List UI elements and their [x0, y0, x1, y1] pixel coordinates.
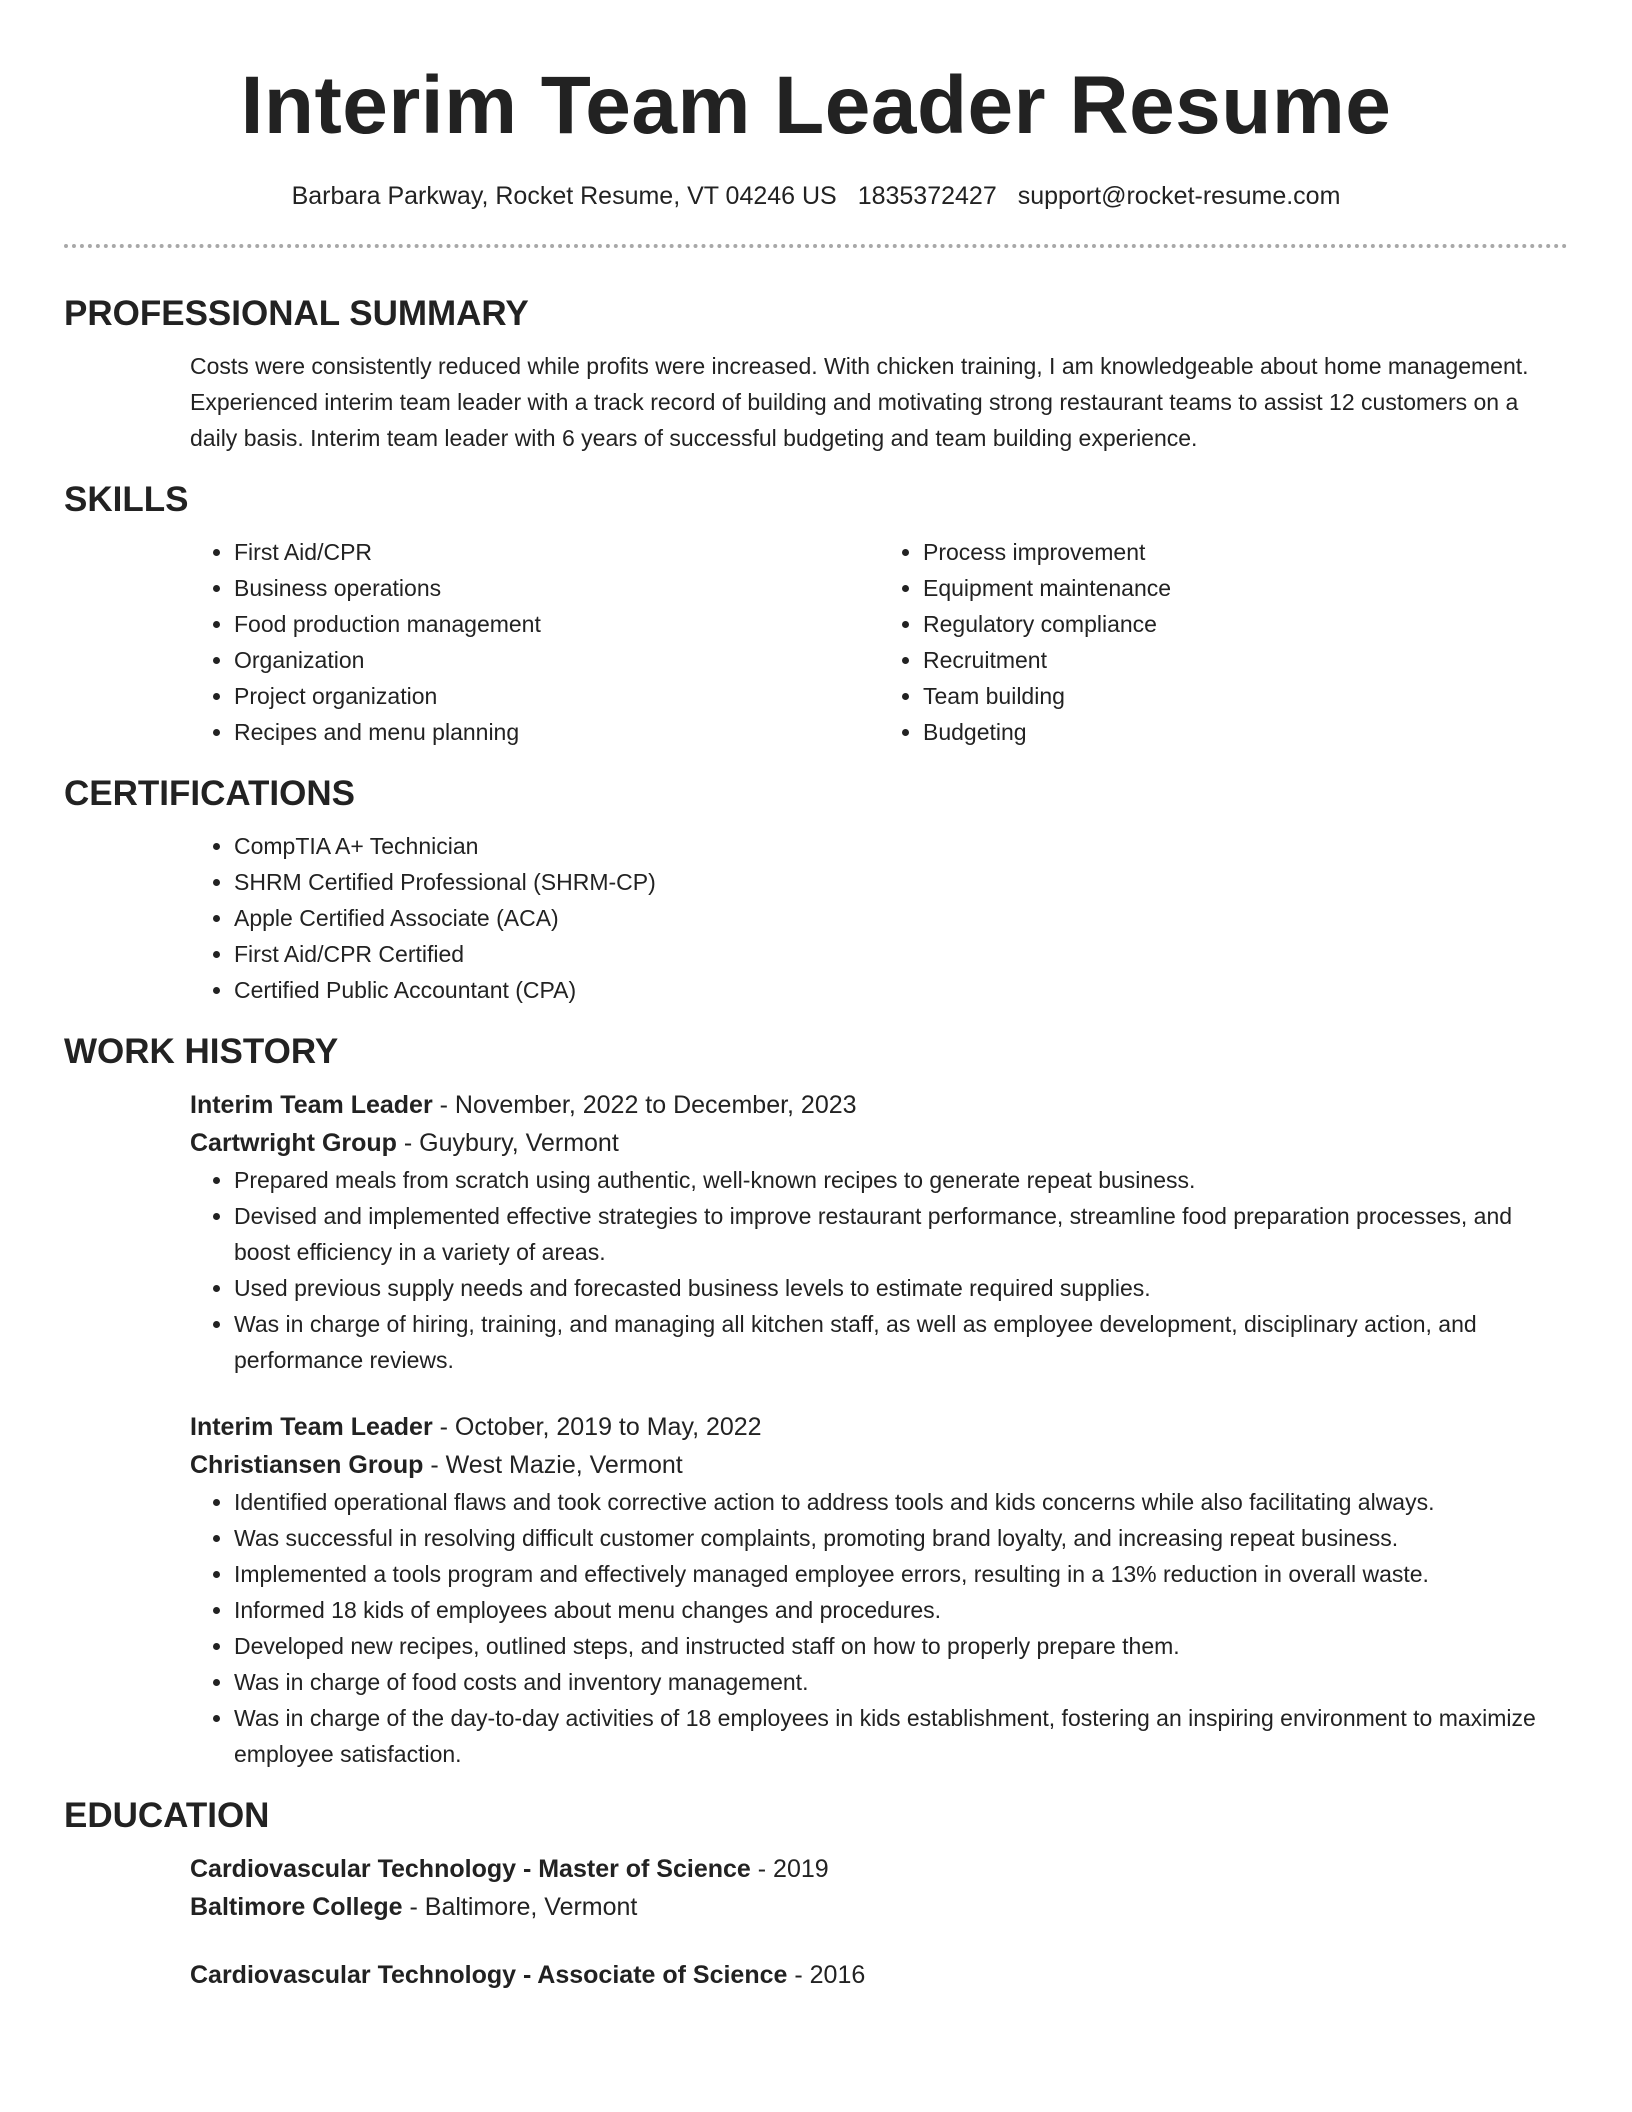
education-school-line	[190, 1888, 1568, 1926]
certifications-list	[190, 828, 1568, 1008]
skills-heading: SKILLS	[64, 480, 189, 519]
summary-text: Costs were consistently reduced while profits were increased. With chicken training, I am knowledgeable about home management. Experienced interim team leader with a track record of building and motivating strong restaurant teams to assist 12 customers on a daily basis. Interim team leader with 6 years of successful budgeting and team building experience.	[190, 353, 1529, 451]
contact-line	[64, 180, 1568, 212]
summary-section	[190, 348, 1568, 456]
job-bullet: • Prepared meals from scratch using authentic, well-known recipes to generate repeat business.	[234, 1162, 1568, 1198]
job-bullet: • Devised and implemented effective strategies to improve restaurant performance, streamline food preparation processes, and boost efficiency in a variety of areas.	[234, 1198, 1568, 1270]
job-title: Interim Team Leader	[190, 1413, 433, 1441]
job-title-line	[190, 1408, 1568, 1446]
certifications-heading: CERTIFICATIONS	[64, 774, 356, 813]
contact-phone: 1835372427	[857, 182, 997, 210]
job-bullets	[190, 1484, 1568, 1772]
resume-title: Interim Team Leader Resume	[240, 60, 1392, 151]
work-history-section	[190, 1086, 1568, 1772]
job-dates: - October, 2019 to May, 2022	[439, 1413, 762, 1441]
job-company: Cartwright Group	[190, 1129, 397, 1157]
contact-address: Barbara Parkway, Rocket Resume, VT 04246 US	[291, 182, 837, 210]
work-history-heading: WORK HISTORY	[64, 1032, 339, 1071]
job-location: - West Mazie, Vermont	[430, 1451, 683, 1479]
education-degree: Cardiovascular Technology - Master of Science	[190, 1855, 751, 1883]
skills-list-left	[190, 534, 879, 750]
education-degree-line	[190, 1956, 1568, 1994]
job-bullet: • Developed new recipes, outlined steps, and instructed staff on how to properly prepare them.	[234, 1628, 1568, 1664]
certification-item: • Apple Certified Associate (ACA)	[234, 900, 1568, 936]
job-bullet: • Implemented a tools program and effectively managed employee errors, resulting in a 13% reduction in overall waste.	[234, 1556, 1568, 1592]
skill-item: • Recruitment	[923, 642, 1568, 678]
job-entry	[190, 1086, 1568, 1378]
job-bullet: • Informed 18 kids of employees about menu changes and procedures.	[234, 1592, 1568, 1628]
certification-item: • First Aid/CPR Certified	[234, 936, 1568, 972]
summary-heading: PROFESSIONAL SUMMARY	[64, 294, 529, 333]
job-company-line	[190, 1124, 1568, 1162]
education-year: - 2019	[757, 1855, 829, 1883]
skill-item: • Project organization	[234, 678, 879, 714]
job-title: Interim Team Leader	[190, 1091, 433, 1119]
job-bullet: • Was in charge of hiring, training, and managing all kitchen staff, as well as employee development, disciplinary action, and performance reviews.	[234, 1306, 1568, 1378]
skill-item: • First Aid/CPR	[234, 534, 879, 570]
skill-item: • Food production management	[234, 606, 879, 642]
certification-item: • Certified Public Accountant (CPA)	[234, 972, 1568, 1008]
education-year: - 2016	[794, 1961, 866, 1989]
job-company-line	[190, 1446, 1568, 1484]
skill-item: • Business operations	[234, 570, 879, 606]
contact-email: support@rocket-resume.com	[1017, 182, 1341, 210]
job-title-line	[190, 1086, 1568, 1124]
skill-item: • Organization	[234, 642, 879, 678]
certification-item: • SHRM Certified Professional (SHRM-CP)	[234, 864, 1568, 900]
header-divider	[64, 244, 1568, 248]
skill-item: • Regulatory compliance	[923, 606, 1568, 642]
resume-page	[64, 0, 1568, 1994]
education-degree: Cardiovascular Technology - Associate of Science	[190, 1961, 788, 1989]
education-entry	[190, 1956, 1568, 1994]
education-degree-line	[190, 1850, 1568, 1888]
job-bullet: • Was in charge of the day-to-day activities of 18 employees in kids establishment, fostering an inspiring environment to maximize employee satisfaction.	[234, 1700, 1568, 1772]
job-entry	[190, 1408, 1568, 1772]
skills-list-right	[879, 534, 1568, 750]
education-school: Baltimore College	[190, 1893, 403, 1921]
job-bullet: • Was in charge of food costs and inventory management.	[234, 1664, 1568, 1700]
skill-item: • Budgeting	[923, 714, 1568, 750]
job-location: - Guybury, Vermont	[403, 1129, 619, 1157]
job-bullet: • Used previous supply needs and forecasted business levels to estimate required supplies.	[234, 1270, 1568, 1306]
skill-item: • Recipes and menu planning	[234, 714, 879, 750]
education-heading: EDUCATION	[64, 1796, 270, 1835]
education-section	[190, 1850, 1568, 1994]
education-entry	[190, 1850, 1568, 1926]
education-location: - Baltimore, Vermont	[409, 1893, 638, 1921]
certification-item: • CompTIA A+ Technician	[234, 828, 1568, 864]
skill-item: • Process improvement	[923, 534, 1568, 570]
job-bullet: • Was successful in resolving difficult customer complaints, promoting brand loyalty, and increasing repeat business.	[234, 1520, 1568, 1556]
job-company: Christiansen Group	[190, 1451, 424, 1479]
certifications-section	[190, 828, 1568, 1008]
skills-section	[190, 534, 1568, 750]
skill-item: • Team building	[923, 678, 1568, 714]
job-bullets	[190, 1162, 1568, 1378]
job-dates: - November, 2022 to December, 2023	[439, 1091, 857, 1119]
skill-item: • Equipment maintenance	[923, 570, 1568, 606]
job-bullet: • Identified operational flaws and took corrective action to address tools and kids concerns while also facilitating always.	[234, 1484, 1568, 1520]
